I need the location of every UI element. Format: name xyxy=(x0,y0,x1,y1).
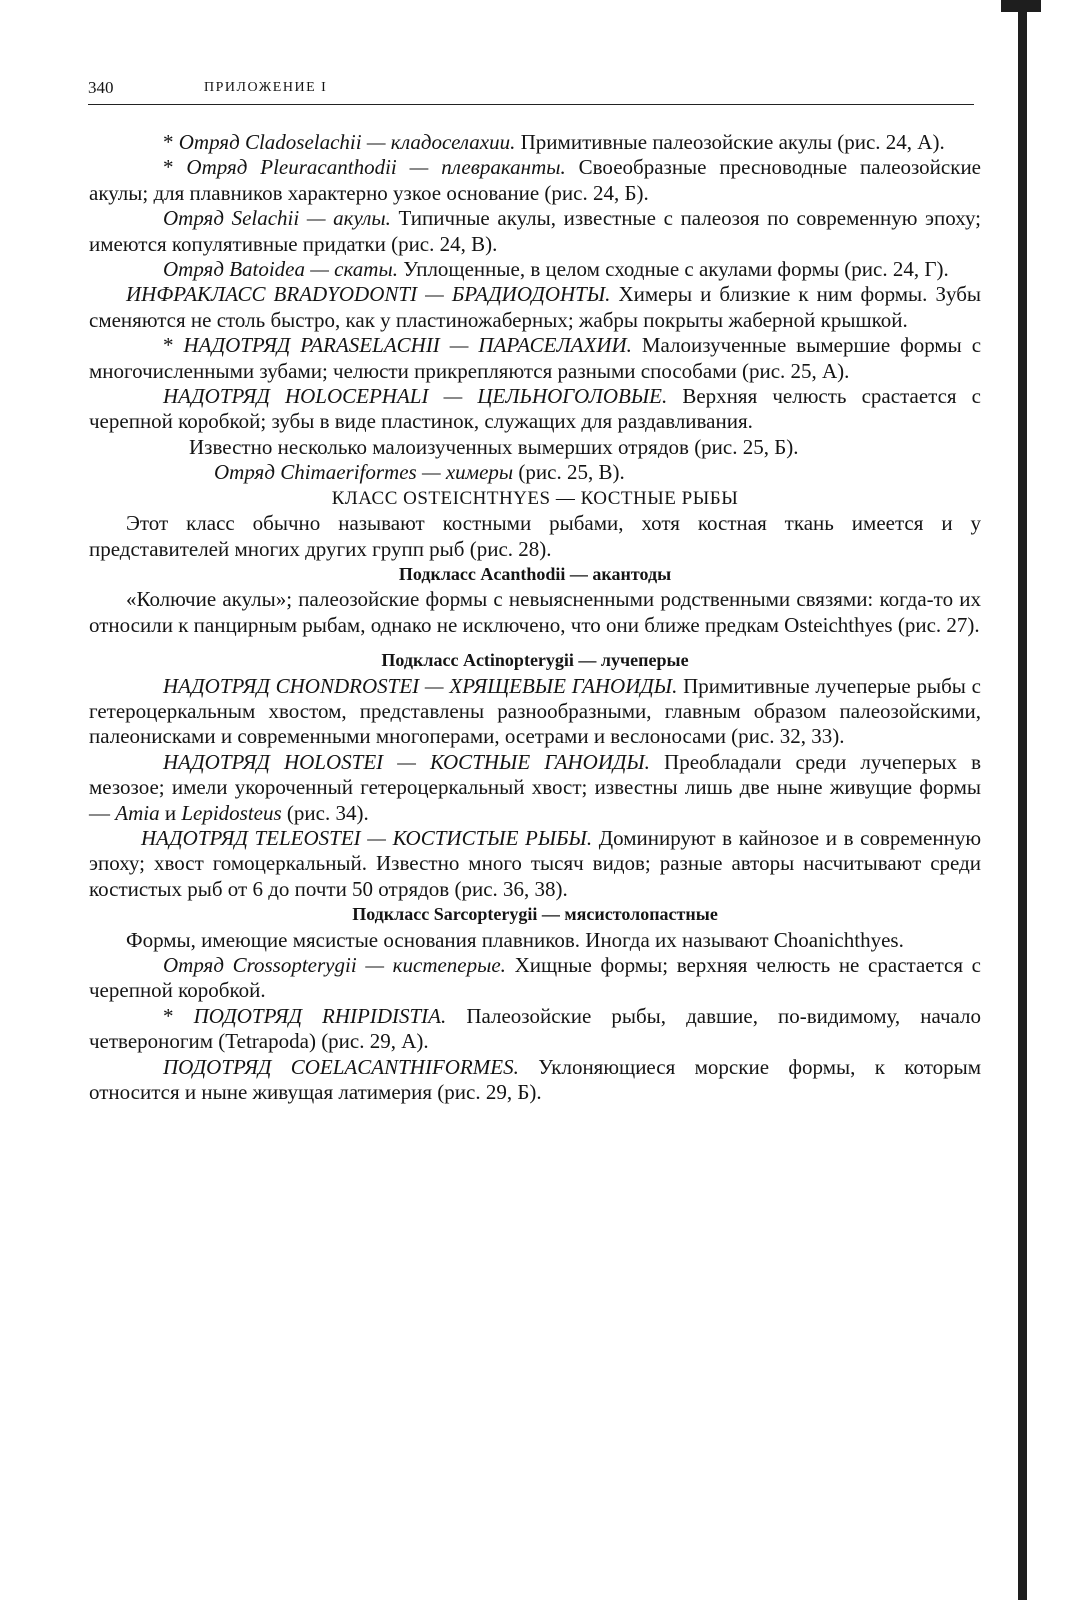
paragraph-text: Формы, имеющие мясистые основания плавников. Иногда их называют Choanichthyes. xyxy=(126,927,904,952)
taxon-description: Малоизученные вымершие формы с многочисленными зубами; челюсти прикрепляются разными способами (рис. 25, A). xyxy=(89,333,982,383)
entry-selachii xyxy=(89,206,981,257)
entry-osteichthyes xyxy=(89,511,981,562)
genus-amia: Amia xyxy=(115,800,160,825)
entry-crossopterygii xyxy=(89,953,981,1004)
taxon-name: Отряд Pleuracanthodii — плевраканты. xyxy=(186,155,566,180)
paragraph-text: «Колючие акулы»; палеозойские формы с невыясненными родственными связями: когда-то их относили к панцирным рыбам, однако не исключено, что они ближе предкам Osteichthyes (рис. 27). xyxy=(89,587,981,637)
taxon-description: Хищные формы; верхняя челюсть не срастается с черепной коробкой. xyxy=(89,953,981,1003)
entry-holostei xyxy=(89,750,981,826)
taxon-description: Химеры и близкие к ним формы. Зубы сменяются не столь быстро, как у пластиножаберных; жабры покрыты жаберной крышкой. xyxy=(89,282,981,332)
entry-sarcopterygii xyxy=(89,928,981,953)
paragraph-text: Этот класс обычно называют костными рыбами, хотя костная ткань имеется и у представителей многих других групп рыб (рис. 28). xyxy=(89,511,981,561)
taxon-name: Отряд Batoidea — скаты. xyxy=(163,257,398,282)
taxon-description: Примитивные лучеперые рыбы с гетероцеркальным хвостом, представлены разнообразными, главным образом палеозойскими, палеонисками и современными многоперами, осетрами и веслоносами (рис. 32, 33). xyxy=(89,673,982,749)
paragraph-text: Известно несколько малоизученных вымерших отрядов (рис. 25, Б). xyxy=(189,434,799,459)
taxon-description: Преобладали среди лучеперых в мезозое; имели укороченный гетероцеркальный хвост; известны лишь две ныне живущие формы — xyxy=(89,749,981,825)
extinct-mark: * xyxy=(163,333,174,358)
entry-pleuracanthodii xyxy=(89,155,981,206)
taxon-name: ИНФРАКЛАСС BRADYODONTI — БРАДИОДОНТЫ. xyxy=(126,282,611,307)
subclass-heading-sarcopterygii: Подкласс Sarcopterygii — мясистолопастные xyxy=(352,904,718,925)
entry-teleostei xyxy=(89,826,981,902)
extinct-mark: * xyxy=(163,155,174,180)
taxon-name: Отряд Chimaeriformes — химеры xyxy=(214,460,514,485)
conjunction: и xyxy=(164,800,177,825)
taxon-name: ПОДОТРЯД COELACANTHIFORMES. xyxy=(163,1054,519,1079)
entry-holocephali xyxy=(89,384,981,435)
subclass-heading-actinopterygii: Подкласс Actinopterygii — лучеперые xyxy=(381,650,689,671)
subclass-heading-acanthodii: Подкласс Acanthodii — акантоды xyxy=(398,563,672,584)
entry-acanthodii xyxy=(89,587,981,638)
extinct-mark: * xyxy=(163,130,174,154)
taxon-name: Отряд Selachii — акулы. xyxy=(163,206,391,231)
extinct-mark: * xyxy=(163,1003,174,1028)
entry-cladoselachii xyxy=(89,130,981,155)
page-edge-bar xyxy=(1018,0,1027,1600)
page-number: 340 xyxy=(88,78,114,97)
taxon-name: Отряд Cladoselachii — кладоселахии. xyxy=(178,130,516,154)
taxon-description: Верхняя челюсть срастается с черепной коробкой; зубы в виде пластинок, служащих для раздавливания. xyxy=(89,384,981,434)
figure-reference: (рис. 34). xyxy=(286,800,369,825)
spacer xyxy=(89,638,981,648)
running-head: ПРИЛОЖЕНИЕ I xyxy=(204,80,328,95)
taxon-description: (рис. 25, В). xyxy=(518,460,625,485)
taxon-description: Типичные акулы, известные с палеозоя по современную эпоху; имеются копулятивные придатки (рис. 24, B). xyxy=(89,206,981,256)
taxon-description: Уплощенные, в целом сходные с акулами формы (рис. 24, Г). xyxy=(403,257,949,282)
page-header xyxy=(88,78,974,105)
taxon-description: Палеозойские рыбы, давшие, по-видимому, начало четвероногим (Tetrapoda) (рис. 29, A). xyxy=(89,1003,982,1054)
genus-lepidosteus: Lepidosteus xyxy=(181,800,282,825)
entry-paraselachii xyxy=(89,333,981,384)
page-edge-cap xyxy=(1001,0,1041,12)
taxon-name: НАДОТРЯД HOLOSTEI — КОСТНЫЕ ГАНОИДЫ. xyxy=(163,749,650,774)
entry-rhipidistia xyxy=(89,1004,981,1055)
entry-batoidea xyxy=(89,257,981,282)
taxon-name: ПОДОТРЯД RHIPIDISTIA. xyxy=(193,1003,447,1028)
taxon-name: НАДОТРЯД HOLOCEPHALI — ЦЕЛЬНОГОЛОВЫЕ. xyxy=(163,384,668,409)
taxon-description: Своеобразные пресноводные палеозойские акулы; для плавников характерно узкое основание (рис. 24, Б). xyxy=(89,155,982,205)
entry-coelacanthiformes xyxy=(89,1055,981,1106)
taxon-description: Уклоняющиеся морские формы, к которым относится и ныне живущая латимерия (рис. 29, Б). xyxy=(89,1054,981,1105)
entry-chimaeriformes xyxy=(89,460,981,485)
taxon-name: НАДОТРЯД TELEOSTEI — КОСТИСТЫЕ РЫБЫ. xyxy=(141,825,593,850)
taxon-description: Доминируют в кайнозое и в современную эпоху; хвост гомоцеркальный. Известно много тысяч видов; разные авторы насчитывают среди костистых рыб от 6 до почти 50 отрядов (рис. 36, 38). xyxy=(89,825,982,901)
taxon-name: НАДОТРЯД CHONDROSTEI — ХРЯЩЕВЫЕ ГАНОИДЫ. xyxy=(163,673,678,698)
class-heading: КЛАСС OSTEICHTHYES — КОСТНЫЕ РЫБЫ xyxy=(331,487,739,509)
entry-extinct-orders xyxy=(89,435,981,460)
taxon-name: НАДОТРЯД PARASELACHII — ПАРАСЕЛАХИИ. xyxy=(183,333,632,358)
taxon-name: Отряд Crossopterygii — кистеперые. xyxy=(163,953,506,977)
entry-bradyodonti xyxy=(89,282,981,333)
entry-chondrostei xyxy=(89,674,981,750)
taxon-description: Примитивные палеозойские акулы (рис. 24, A). xyxy=(520,130,945,154)
page-body xyxy=(89,130,981,1105)
